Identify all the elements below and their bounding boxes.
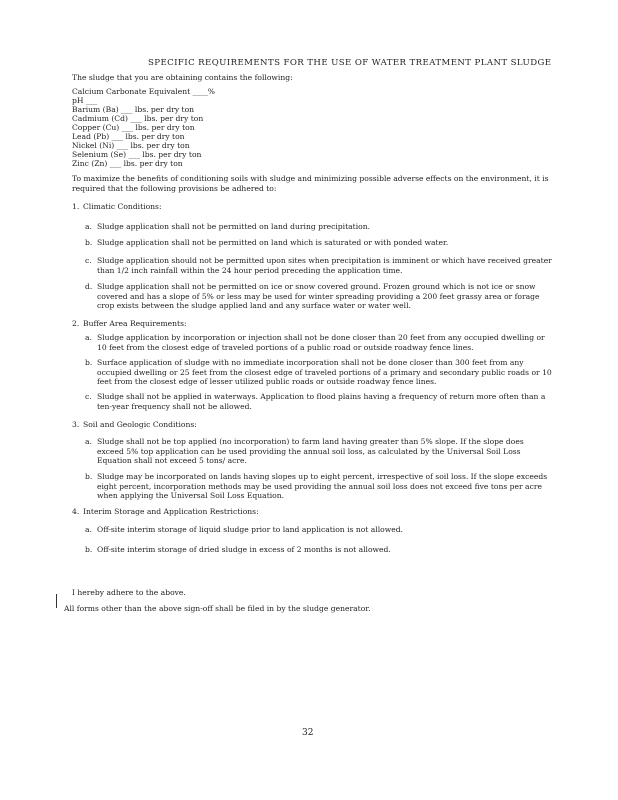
composition-item: Selenium (Se) ___ lbs. per dry ton [72, 150, 202, 159]
item-marker: a. [85, 437, 92, 446]
list-item: Sludge application shall not be permitted on land which is saturated or with ponded water. [97, 238, 449, 247]
item-marker: a. [85, 222, 92, 231]
section-heading: Climatic Conditions: [83, 202, 162, 211]
composition-item: Barium (Ba) ___ lbs. per dry ton [72, 105, 195, 114]
footer-note: All forms other than the above sign-off shall be filed in by the sludge generator. [64, 604, 371, 613]
section-number: 1. [72, 202, 80, 211]
composition-item: Calcium Carbonate Equivalent ____% [72, 87, 215, 96]
page-title: SPECIFIC REQUIREMENTS FOR THE USE OF WATER TREATMENT PLANT SLUDGE [148, 58, 552, 68]
item-marker: a. [85, 525, 92, 534]
composition-item: Zinc (Zn) ___ lbs. per dry ton [72, 159, 183, 168]
intro-text: The sludge that you are obtaining contains the following: [72, 73, 293, 82]
item-marker: b. [85, 472, 93, 481]
list-item: Off-site interim storage of liquid sludge prior to land application is not allowed. [97, 525, 403, 534]
section-heading: Buffer Area Requirements: [83, 319, 187, 328]
list-item: Sludge application should not be permitted upon sites when precipitation is imminent or which have received greater than 1/2 inch rainfall within the 24 hour period preceding the application time. [97, 256, 552, 275]
section-heading: Soil and Geologic Conditions: [83, 420, 197, 429]
objective-text: To maximize the benefits of conditioning soils with sludge and minimizing possible adverse effects on the environment, it is required that the following provisions be adhered to: [72, 174, 549, 193]
item-marker: c. [85, 256, 92, 265]
item-marker: d. [85, 282, 93, 291]
item-marker: b. [85, 358, 93, 367]
section-number: 3. [72, 420, 80, 429]
item-marker: b. [85, 238, 93, 247]
page-number: 32 [302, 728, 314, 738]
composition-item: Lead (Pb) ___ lbs. per dry ton [72, 132, 185, 141]
composition-item: Cadmium (Cd) ___ lbs. per dry ton [72, 114, 204, 123]
composition-item: Copper (Cu) ___ lbs. per dry ton [72, 123, 195, 132]
item-marker: a. [85, 333, 92, 342]
section-heading: Interim Storage and Application Restrictions: [83, 507, 259, 516]
list-item: Sludge may be incorporated on lands having slopes up to eight percent, irrespective of soil loss. If the slope exceeds eight percent, incorporation methods may be used providing the annual soil loss does not exceed five tons per acre when applying the Universal Soil Loss Equation. [97, 472, 548, 500]
list-item: Sludge shall not be applied in waterways. Application to flood plains having a frequency of return more often than a ten-year frequency shall not be allowed. [97, 392, 546, 411]
item-marker: c. [85, 392, 92, 401]
list-item: Sludge application shall not be permitted on land during precipitation. [97, 222, 371, 231]
list-item: Sludge application by incorporation or injection shall not be done closer than 20 feet from any occupied dwelling or 10 feet from the closest edge of traveled portions of a public road or outside roadway fence lines. [97, 333, 545, 352]
composition-item: pH ___ [72, 96, 98, 105]
list-item: Sludge application shall not be permitted on ice or snow covered ground. Frozen ground which is not ice or snow covered and has a slope of 5% or less may be used for winter spreading providing a 200 feet grassy area or forage crop exists between the sludge applied land and any surface water or water well. [97, 282, 540, 310]
margin-mark [56, 594, 57, 608]
composition-item: Nickel (Ni) ___ lbs. per dry ton [72, 141, 190, 150]
section-number: 2. [72, 319, 80, 328]
signoff-line: I hereby adhere to the above. [72, 588, 186, 597]
list-item: Surface application of sludge with no immediate incorporation shall not be done closer than 300 feet from any occupied dwelling or 25 feet from the closest edge of traveled portions of a primary and secondary public roads or 10 feet from the closest edge of lesser utilized public roads or outside roadway fence lines. [97, 358, 552, 386]
section-number: 4. [72, 507, 80, 516]
list-item: Off-site interim storage of dried sludge in excess of 2 months is not allowed. [97, 545, 391, 554]
list-item: Sludge shall not be top applied (no incorporation) to farm land having greater than 5% slope. If the slope does exceed 5% top application can be used providing the annual soil loss, as calculated by the Universal Soil Loss Equation shall not exceed 5 tons/ acre. [97, 437, 524, 465]
item-marker: b. [85, 545, 93, 554]
